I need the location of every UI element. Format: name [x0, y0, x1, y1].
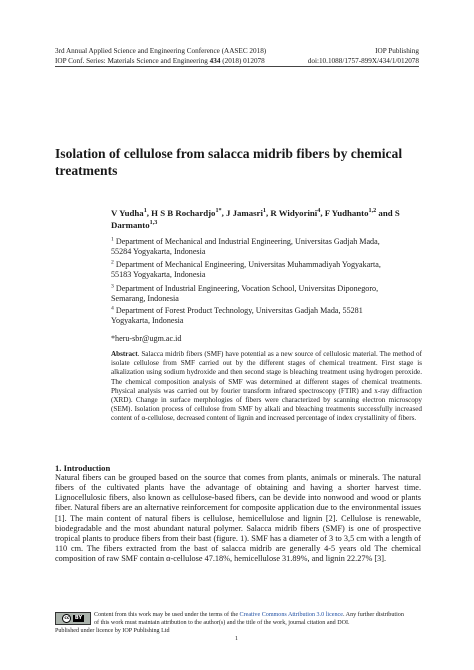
author-separator: ,	[221, 208, 227, 218]
author-affiliation-marker: 1,2	[368, 208, 377, 215]
abstract-text: The method of isolate cellulose from SMF carried out by the different stages of chemical	[111, 350, 422, 368]
conference-name: 3rd Annual Applied Science and Engineering Conference (AASEC 2018)	[55, 47, 267, 55]
abstract-text: content of α-cellulose, decreased content of lignin and increased percentage of index	[111, 414, 353, 423]
publisher-notice: Published under licence by IOP Publishing Ltd	[55, 628, 170, 634]
affiliation-line: Department of Mechanical Engineering, Universitas Muhammadiyah Yogyakarta,	[115, 260, 381, 269]
license-notice	[94, 612, 424, 627]
affiliation-line: Department of Industrial Engineering, Vocation School, Universitas Diponegoro,	[115, 284, 379, 293]
publisher-name: IOP Publishing	[375, 47, 419, 55]
abstract	[111, 350, 422, 424]
affiliation-line: 55284 Yogyakarta, Indonesia	[111, 247, 206, 257]
abstract-text: determined at different stages of chemical treatments. Physical analysis was carried out by	[111, 377, 422, 395]
body-text-line: natural fibers of the cultivated plants have the advantage of obtaining and having a shorter harvest	[55, 473, 421, 493]
license-text: Content from this work may be used under the terms of the	[94, 612, 240, 618]
author-separator: and	[376, 208, 395, 218]
cc-icon: cc	[64, 616, 70, 621]
abstract-text: fourier transform infrared spectroscopy (FTIR) and x-ray diffraction (XRD). Change in surface	[111, 386, 422, 405]
body-text-line: Natural fibers can be grouped based on the source that comes from plants, animals or minerals. The	[55, 473, 396, 482]
author-separator: ,	[266, 208, 271, 218]
affiliation-2	[111, 260, 423, 280]
affiliation-line: Yogyakarta, Indonesia	[111, 316, 184, 326]
author-name: R Widyorini	[270, 208, 318, 218]
affiliation-marker: 2	[111, 259, 114, 266]
body-text-line: has a diameter of 3 to 3,5 cm with a length of 110 cm. The fibers extracted from the bast of salacca	[55, 533, 421, 554]
license-text: of this work must maintain attribution to the author(s) and the title of the work, journal citation and DOI.	[94, 619, 350, 626]
body-text-line: time. Lignocellulosic fibers, also known as cellulose-based fibers, can be devide into nonwood and	[55, 483, 422, 503]
affiliation-marker: 1	[111, 236, 114, 243]
affiliation-line: Department of Mechanical and Industrial Engineering, Universitas Gadjah Mada,	[115, 237, 380, 246]
author-name: F Yudhanto	[324, 208, 369, 218]
abstract-text: merphologies of fibers were characterized by scanning electron microscopy (SEM). Isolation	[111, 396, 422, 414]
paper-title: Isolation of cellulose from salacca midrib fibers by chemical treatments	[55, 146, 403, 178]
affiliation-3	[111, 284, 423, 304]
affiliation-line: 55183 Yogyakarta, Indonesia	[111, 270, 206, 280]
abstract-text: . Salacca midrib fibers (SMF) have potential as a new source of cellulosic material.	[137, 350, 378, 358]
body-text-line: hemicellulose 31.89%, and lignin 22.27% [3].	[234, 554, 387, 564]
abstract-text: process of cellulose from SMF by alkali and bleaching treatments successfully increased	[162, 405, 422, 414]
affiliation-marker: 4	[111, 305, 114, 312]
affiliation-marker: 3	[111, 283, 114, 290]
abstract-text: crystallinity of fibers.	[354, 414, 417, 423]
affiliation-line: Department of Forest Product Technology, Universitas Gadjah Mada, 55281	[115, 306, 363, 315]
license-text: . Any further distribution	[342, 612, 404, 618]
section-heading-introduction: 1. Introduction	[55, 463, 111, 473]
body-text-line: midrib are generally 4-5 years old The chemical composition of raw SMF contain α-cellulose 47.18%,	[55, 544, 421, 564]
series-citation	[55, 57, 265, 66]
author-affiliation-marker: 1	[143, 208, 147, 215]
corresponding-email: *heru-sbr@ugm.ac.id	[111, 334, 182, 343]
volume-number: 434	[209, 57, 221, 65]
abstract-text: treatment using hydrogen peroxide. The chemical composition analysis of SMF was	[111, 368, 423, 386]
author-affiliation-marker: 4	[317, 208, 321, 215]
body-text-line: wood or plants fiber. Natural fibers are an alternative reinforcement for composite application due to	[55, 493, 421, 513]
author-affiliation-marker: 1*	[215, 208, 222, 215]
author-name: V Yudha	[111, 208, 144, 218]
introduction-body	[55, 473, 421, 564]
author-separator: ,	[146, 208, 152, 218]
creative-commons-badge[interactable]	[55, 612, 91, 625]
affiliation-line: Semarang, Indonesia	[111, 294, 179, 304]
abstract-label: Abstract	[111, 350, 138, 358]
body-text-line: [2]. Cellulose is renewable, biodegradable and the most abundant natural polymer. Salacca midrib	[55, 513, 421, 533]
author-list	[111, 208, 431, 231]
by-icon: BY	[74, 615, 83, 621]
series-suffix: (2018) 012078	[220, 57, 265, 65]
doi-text: doi:10.1088/1757-899X/434/1/012078	[307, 57, 419, 65]
author-affiliation-marker: 1,3	[149, 219, 158, 226]
license-link[interactable]: Creative Commons Attribution 3.0 licence	[239, 612, 343, 618]
author-separator: ,	[320, 208, 325, 218]
author-name: H S B Rochardjo	[151, 208, 216, 218]
author-name: J Jamasri	[226, 208, 263, 218]
body-text-line: the environmental issues [1]. The main content of natural fibers is cellulose, hemicellulose and lignin	[55, 503, 421, 523]
affiliation-1	[111, 237, 423, 257]
page-number: 1	[235, 636, 239, 642]
body-text-line: fibers (SMF) is one of prospective tropical plants to produce fibers from their bast (figure. 1). SMF	[55, 523, 422, 543]
series-prefix: IOP Conf. Series: Materials Science and Engineering	[55, 57, 210, 65]
abstract-text: treatment. First stage is alkalization using sodium hydroxide and then second stage is bleaching	[111, 359, 422, 377]
author-affiliation-marker: 1	[262, 208, 266, 215]
author-name: S Darmanto	[111, 208, 400, 230]
affiliation-4	[111, 306, 423, 326]
header-divider	[55, 66, 419, 67]
